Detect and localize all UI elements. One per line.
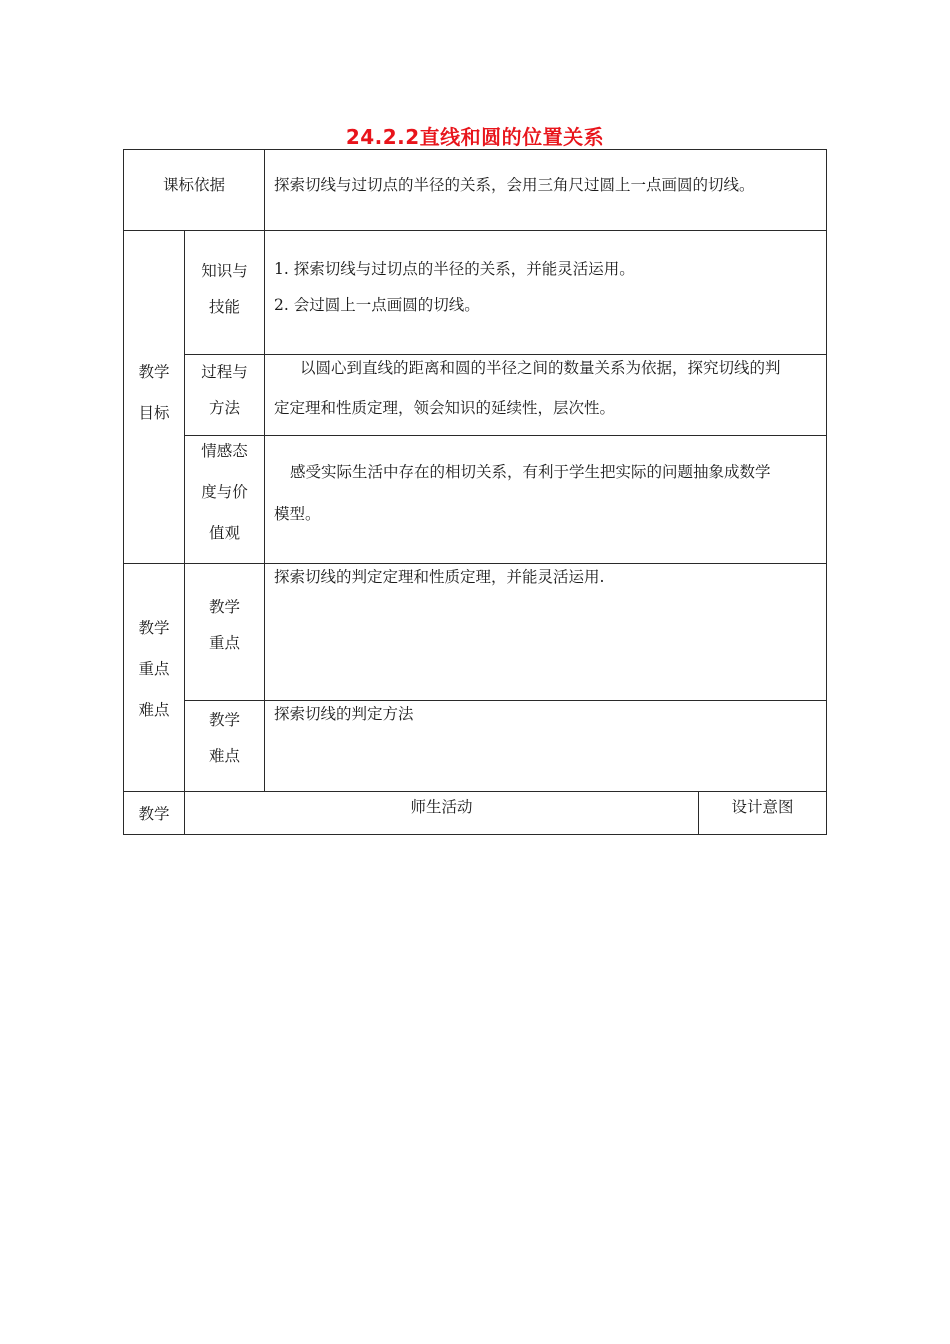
row-divider-knowledge xyxy=(184,354,827,355)
process-line-2: 定定理和性质定理，领会知识的延续性，层次性。 xyxy=(274,399,616,417)
knowledge-item-2: 2. 会过圆上一点画圆的切线。 xyxy=(274,296,480,314)
knowledge-content xyxy=(274,257,824,317)
process-label xyxy=(185,354,264,426)
difficulty-content xyxy=(274,702,824,726)
col-divider-sub xyxy=(264,149,265,792)
emotion-content xyxy=(274,460,824,526)
process-label-line2: 方法 xyxy=(208,399,240,417)
intent-header xyxy=(699,795,826,819)
knowledge-label-line2: 技能 xyxy=(208,298,240,316)
process-line-1: 以圆心到直线的距离和圆的半径之间的数量关系为依据，探究切线的判 xyxy=(300,359,781,377)
basis-label xyxy=(124,173,264,197)
page-title: 24.2.2直线和圆的位置关系 xyxy=(345,125,605,149)
keypoints-label xyxy=(124,608,184,731)
focus-content-text: 探索切线的判定定理和性质定理，并能灵活运用. xyxy=(274,568,605,586)
process-row-label xyxy=(124,802,184,826)
table-border-right xyxy=(826,149,827,835)
process-content xyxy=(274,356,824,420)
process-label-line1: 过程与 xyxy=(201,363,248,381)
activity-header-text: 师生活动 xyxy=(410,798,473,816)
difficulty-label-line2: 难点 xyxy=(208,747,240,765)
intent-header-text: 设计意图 xyxy=(731,798,794,816)
goals-label-line1: 教学 xyxy=(138,363,170,381)
knowledge-label xyxy=(185,253,264,325)
table-border-bottom xyxy=(123,834,827,835)
focus-content xyxy=(274,565,824,589)
row-divider-process xyxy=(184,435,827,436)
knowledge-item-1: 1. 探索切线与过切点的半径的关系，并能灵活运用。 xyxy=(274,260,635,278)
row-divider-goals xyxy=(123,563,827,564)
emotion-label-line2: 度与价 xyxy=(201,483,248,501)
row-divider-keypoints xyxy=(123,791,827,792)
emotion-line-1: 感受实际生活中存在的相切关系，有利于学生把实际的问题抽象成数学 xyxy=(290,463,771,481)
emotion-label-line3: 值观 xyxy=(208,524,240,542)
difficulty-content-text: 探索切线的判定方法 xyxy=(274,705,414,723)
emotion-label xyxy=(185,431,264,554)
basis-content xyxy=(274,173,824,197)
table-border-left xyxy=(123,149,124,835)
row-divider-focus xyxy=(184,700,827,701)
knowledge-label-line1: 知识与 xyxy=(201,262,248,280)
emotion-line-2: 模型。 xyxy=(274,505,321,523)
goals-label xyxy=(124,352,184,434)
difficulty-label-line1: 教学 xyxy=(208,711,240,729)
process-row-label-text: 教学 xyxy=(138,805,170,823)
row-divider-basis xyxy=(123,230,827,231)
difficulty-label xyxy=(185,702,264,774)
keypoints-label-line2: 重点 xyxy=(138,660,170,678)
keypoints-label-line1: 教学 xyxy=(138,619,170,637)
focus-label-line2: 重点 xyxy=(208,634,240,652)
focus-label-line1: 教学 xyxy=(208,598,240,616)
activity-header xyxy=(185,795,698,819)
goals-label-line2: 目标 xyxy=(138,404,170,422)
table-border-top xyxy=(123,149,827,150)
basis-content-text: 探索切线与过切点的半径的关系，会用三角尺过圆上一点画圆的切线。 xyxy=(274,176,755,194)
focus-label xyxy=(185,589,264,661)
emotion-label-line1: 情感态 xyxy=(201,442,248,460)
basis-label-text: 课标依据 xyxy=(162,176,225,194)
keypoints-label-line3: 难点 xyxy=(138,701,170,719)
